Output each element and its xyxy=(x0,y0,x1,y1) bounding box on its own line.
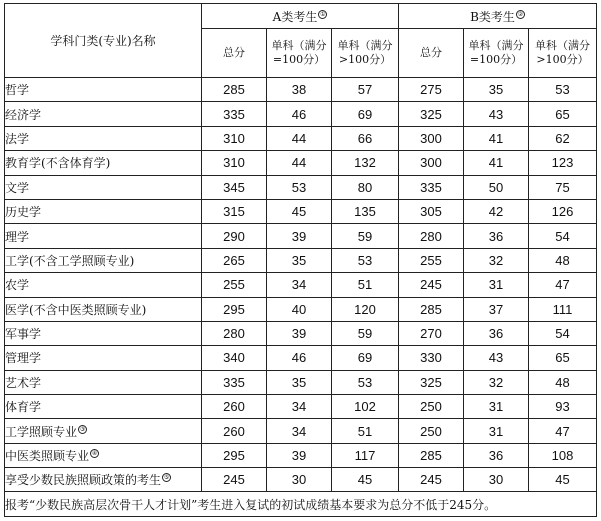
major-name-cell xyxy=(5,151,202,175)
note-mark: ⑤ xyxy=(163,474,170,482)
a-single-over100-cell: 117 xyxy=(332,443,399,467)
major-name: 农学 xyxy=(5,278,30,293)
a-single-over100-cell: 53 xyxy=(332,248,399,272)
a-total-cell: 295 xyxy=(202,297,267,321)
major-name: 文学 xyxy=(5,180,30,195)
a-total-cell: 310 xyxy=(202,151,267,175)
b-total-cell: 325 xyxy=(399,102,464,126)
b-single-100-cell: 41 xyxy=(464,126,529,150)
a-total-cell: 335 xyxy=(202,102,267,126)
major-name-cell xyxy=(5,297,202,321)
major-name: 医学(不含中医类照顾专业) xyxy=(5,302,147,317)
a-total-cell: 245 xyxy=(202,468,267,492)
a-single-100-cell: 39 xyxy=(267,443,332,467)
a-total-cell: 285 xyxy=(202,78,267,102)
footnote: 报考“少数民族高层次骨干人才计划”考生进入复试的初试成绩基本要求为总分不低于245分。 xyxy=(5,492,597,517)
major-name-cell xyxy=(5,468,202,492)
b-single-over100-cell: 111 xyxy=(529,297,597,321)
b-single-100-cell: 42 xyxy=(464,199,529,223)
a-single-100-cell: 46 xyxy=(267,346,332,370)
major-name: 体育学 xyxy=(5,400,42,415)
a-total-cell: 335 xyxy=(202,370,267,394)
note-mark: ③ xyxy=(79,425,86,433)
a-single-100-cell: 53 xyxy=(267,175,332,199)
b-total-cell: 325 xyxy=(399,370,464,394)
major-name: 教育学(不含体育学) xyxy=(5,156,111,171)
b-single-over100-header: 单科（满分 >100分） xyxy=(529,29,597,78)
b-total-cell: 250 xyxy=(399,419,464,443)
major-name-cell xyxy=(5,419,202,443)
a-single-100-cell: 35 xyxy=(267,370,332,394)
a-single-100-cell: 40 xyxy=(267,297,332,321)
table-row xyxy=(5,78,597,102)
b-single-over100-cell: 53 xyxy=(529,78,597,102)
b-total-header: 总分 xyxy=(399,29,464,78)
a-total-cell: 315 xyxy=(202,199,267,223)
b-single-100-cell: 36 xyxy=(464,224,529,248)
b-single-100-cell: 35 xyxy=(464,78,529,102)
b-single-100-cell: 36 xyxy=(464,321,529,345)
major-name-cell xyxy=(5,224,202,248)
a-single-over100-cell: 66 xyxy=(332,126,399,150)
a-total-cell: 280 xyxy=(202,321,267,345)
b-total-cell: 305 xyxy=(399,199,464,223)
major-name: 工学照顾专业 xyxy=(5,424,78,439)
a-total-cell: 310 xyxy=(202,126,267,150)
a-single-over100-cell: 51 xyxy=(332,273,399,297)
table-row xyxy=(5,419,597,443)
a-single-100-cell: 38 xyxy=(267,78,332,102)
b-single-over100-cell: 45 xyxy=(529,468,597,492)
a-total-cell: 340 xyxy=(202,346,267,370)
a-total-cell: 295 xyxy=(202,443,267,467)
table-row xyxy=(5,395,597,419)
table-body xyxy=(5,78,597,492)
major-name-cell xyxy=(5,78,202,102)
b-single-100-cell: 31 xyxy=(464,419,529,443)
note-mark: ① xyxy=(320,10,326,18)
a-single-100-cell: 46 xyxy=(267,102,332,126)
a-single-over100-cell: 59 xyxy=(332,321,399,345)
a-single-100-cell: 34 xyxy=(267,395,332,419)
table-row xyxy=(5,248,597,272)
b-total-cell: 255 xyxy=(399,248,464,272)
b-single-over100-cell: 93 xyxy=(529,395,597,419)
major-name-cell xyxy=(5,395,202,419)
a-single-over100-cell: 69 xyxy=(332,346,399,370)
a-single-over100-cell: 80 xyxy=(332,175,399,199)
table-row xyxy=(5,443,597,467)
b-total-cell: 270 xyxy=(399,321,464,345)
a-single-over100-cell: 69 xyxy=(332,102,399,126)
b-single-over100-cell: 65 xyxy=(529,102,597,126)
major-name: 理学 xyxy=(5,229,30,244)
b-single-100-cell: 31 xyxy=(464,395,529,419)
major-name: 经济学 xyxy=(5,107,42,122)
b-single-100-cell: 32 xyxy=(464,370,529,394)
score-table xyxy=(4,3,597,517)
a-single-100-cell: 44 xyxy=(267,126,332,150)
major-name: 军事学 xyxy=(5,327,42,342)
major-name-cell xyxy=(5,273,202,297)
b-single-over100-cell: 47 xyxy=(529,273,597,297)
a-single-over100-cell: 102 xyxy=(332,395,399,419)
b-single-over100-cell: 47 xyxy=(529,419,597,443)
a-single-100-cell: 44 xyxy=(267,151,332,175)
major-name: 中医类照顾专业 xyxy=(5,449,90,464)
a-single-100-cell: 34 xyxy=(267,273,332,297)
b-single-over100-cell: 65 xyxy=(529,346,597,370)
b-single-over100-cell: 48 xyxy=(529,370,597,394)
b-total-cell: 330 xyxy=(399,346,464,370)
b-single-over100-cell: 123 xyxy=(529,151,597,175)
b-single-100-cell: 31 xyxy=(464,273,529,297)
major-name: 哲学 xyxy=(5,83,30,98)
b-total-cell: 300 xyxy=(399,151,464,175)
table-row xyxy=(5,224,597,248)
b-single-over100-cell: 62 xyxy=(529,126,597,150)
a-single-over100-header: 单科（满分 >100分） xyxy=(332,29,399,78)
b-single-100-cell: 50 xyxy=(464,175,529,199)
b-total-cell: 335 xyxy=(399,175,464,199)
table-row xyxy=(5,126,597,150)
table-row xyxy=(5,102,597,126)
a-total-cell: 260 xyxy=(202,395,267,419)
table-row xyxy=(5,321,597,345)
a-single-over100-cell: 57 xyxy=(332,78,399,102)
table-row xyxy=(5,370,597,394)
b-single-over100-cell: 48 xyxy=(529,248,597,272)
major-name-cell xyxy=(5,175,202,199)
a-single-over100-cell: 135 xyxy=(332,199,399,223)
b-single-100-cell: 41 xyxy=(464,151,529,175)
major-name-cell xyxy=(5,248,202,272)
b-single-over100-cell: 54 xyxy=(529,224,597,248)
a-single-100-header: 单科（满分 =100分） xyxy=(267,29,332,78)
major-name-cell xyxy=(5,346,202,370)
a-single-100-cell: 45 xyxy=(267,199,332,223)
b-single-100-cell: 37 xyxy=(464,297,529,321)
b-single-over100-cell: 54 xyxy=(529,321,597,345)
note-mark: ② xyxy=(517,10,524,18)
major-name: 享受少数民族照顾政策的考生 xyxy=(5,473,162,488)
a-total-cell: 265 xyxy=(202,248,267,272)
major-name-cell xyxy=(5,126,202,150)
major-name: 历史学 xyxy=(5,205,42,220)
group-b-header: B类考生 ② xyxy=(399,4,597,29)
b-single-100-cell: 30 xyxy=(464,468,529,492)
a-single-100-cell: 35 xyxy=(267,248,332,272)
a-single-over100-cell: 120 xyxy=(332,297,399,321)
a-total-cell: 345 xyxy=(202,175,267,199)
table-row xyxy=(5,199,597,223)
b-total-cell: 285 xyxy=(399,443,464,467)
b-total-cell: 280 xyxy=(399,224,464,248)
b-total-cell: 300 xyxy=(399,126,464,150)
a-total-cell: 290 xyxy=(202,224,267,248)
a-single-over100-cell: 45 xyxy=(332,468,399,492)
major-name-cell xyxy=(5,199,202,223)
major-name-cell xyxy=(5,443,202,467)
major-name-cell xyxy=(5,102,202,126)
b-total-cell: 275 xyxy=(399,78,464,102)
major-name: 法学 xyxy=(5,131,30,146)
table-row xyxy=(5,273,597,297)
b-total-cell: 245 xyxy=(399,273,464,297)
a-single-100-cell: 30 xyxy=(267,468,332,492)
major-name: 工学(不含工学照顾专业) xyxy=(5,253,135,268)
a-single-100-cell: 39 xyxy=(267,224,332,248)
a-total-cell: 255 xyxy=(202,273,267,297)
table-row xyxy=(5,468,597,492)
group-a-header: A类考生 ① xyxy=(202,4,399,29)
b-total-cell: 245 xyxy=(399,468,464,492)
table-row xyxy=(5,346,597,370)
note-mark: ④ xyxy=(91,450,98,458)
major-column-header: 学科门类(专业)名称 xyxy=(5,4,202,78)
b-single-100-header: 单科（满分 =100分） xyxy=(464,29,529,78)
b-total-cell: 285 xyxy=(399,297,464,321)
a-total-cell: 260 xyxy=(202,419,267,443)
a-single-over100-cell: 51 xyxy=(332,419,399,443)
b-total-cell: 250 xyxy=(399,395,464,419)
b-single-100-cell: 43 xyxy=(464,102,529,126)
b-single-100-cell: 43 xyxy=(464,346,529,370)
major-name-cell xyxy=(5,321,202,345)
a-single-over100-cell: 53 xyxy=(332,370,399,394)
table-row xyxy=(5,151,597,175)
a-single-over100-cell: 132 xyxy=(332,151,399,175)
b-single-100-cell: 36 xyxy=(464,443,529,467)
a-single-over100-cell: 59 xyxy=(332,224,399,248)
major-name: 管理学 xyxy=(5,351,42,366)
table-row xyxy=(5,175,597,199)
table-row xyxy=(5,297,597,321)
a-total-header: 总分 xyxy=(202,29,267,78)
a-single-100-cell: 34 xyxy=(267,419,332,443)
b-single-100-cell: 32 xyxy=(464,248,529,272)
b-single-over100-cell: 75 xyxy=(529,175,597,199)
b-single-over100-cell: 126 xyxy=(529,199,597,223)
major-name: 艺术学 xyxy=(5,375,42,390)
b-single-over100-cell: 108 xyxy=(529,443,597,467)
major-name-cell xyxy=(5,370,202,394)
a-single-100-cell: 39 xyxy=(267,321,332,345)
